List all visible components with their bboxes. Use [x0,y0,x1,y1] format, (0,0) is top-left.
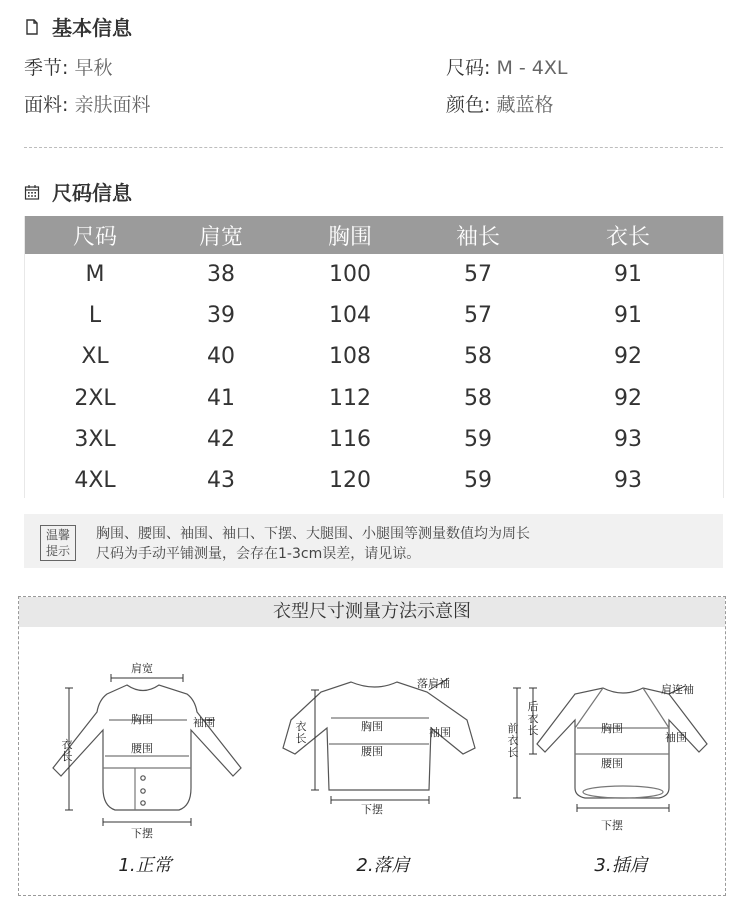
d3-sleeve-label: 袖围 [665,731,687,744]
size-range-value: M - 4XL [496,57,568,79]
table-cell: 100 [329,262,371,288]
header-sleeve: 袖长 [424,216,532,254]
fabric-label: 面料: [24,94,69,116]
d1-chest-label: 胸围 [131,713,153,726]
raglan-diagram [513,686,707,812]
d3-hem-label: 下摆 [601,819,623,832]
tip-badge-line1: 温馨 [45,528,70,542]
measurement-guide [18,596,726,896]
tip-badge [40,525,76,561]
basic-info-header [24,12,132,41]
tip-text [96,524,530,564]
table-cell: 108 [329,344,371,370]
table-row [24,254,724,295]
tip-badge-line2: 提示 [45,544,70,558]
table-cell: 3XL [74,426,116,452]
season-field [24,53,112,80]
size-range-label: 尺码: [446,57,491,79]
table-cell: 104 [329,303,371,329]
tip-box [24,514,723,568]
d2-sleeve-label: 袖围 [429,726,451,739]
table-cell: L [88,303,102,329]
season-value: 早秋 [74,57,113,79]
table-row [24,336,724,377]
table-cell: 41 [207,385,235,411]
season-label: 季节: [24,57,69,79]
table-row [24,295,724,336]
header-size: 尺码 [24,216,166,254]
calendar-grid-icon [24,184,40,200]
table-cell: 40 [207,344,235,370]
size-table [24,216,724,501]
d2-length-label: 衣长 [295,720,307,745]
table-cell: 4XL [74,468,116,494]
d2-caption: 2.落肩 [356,855,410,876]
tip-line-1: 胸围、腰围、袖围、袖口、下摆、大腿围、小腿围等测量数值均为周长 [96,526,530,542]
size-table-header-row [24,216,724,254]
table-cell: 91 [614,262,642,288]
table-cell: 92 [614,344,642,370]
table-cell: 112 [329,385,371,411]
table-cell: 59 [464,426,492,452]
d1-shoulder-label: 肩宽 [131,662,153,675]
d3-waist-label: 腰围 [601,757,623,770]
table-cell: 57 [464,303,492,329]
header-shoulder: 肩宽 [166,216,276,254]
size-info-title: 尺码信息 [52,181,132,205]
d1-waist-label: 腰围 [131,742,153,755]
table-cell: 43 [207,468,235,494]
table-cell: 116 [329,426,371,452]
table-cell: 58 [464,385,492,411]
table-row [24,378,724,419]
size-info-header [24,177,132,206]
table-cell: M [85,262,105,288]
table-cell: 93 [614,468,642,494]
basic-info-title: 基本信息 [52,16,132,40]
d2-chest-label: 胸围 [361,720,383,733]
drop-shoulder-diagram [283,678,475,804]
measurement-guide-title: 衣型尺寸测量方法示意图 [19,597,725,627]
d1-hem-label: 下摆 [131,827,153,840]
color-value: 藏蓝格 [496,94,554,116]
table-cell: 2XL [74,385,116,411]
header-length: 衣长 [532,216,724,254]
color-label: 颜色: [446,94,491,116]
table-cell: 57 [464,262,492,288]
d1-sleeve-label: 袖围 [193,716,215,729]
section-divider [24,147,723,148]
d3-front-length-label: 前衣长 [507,722,519,759]
d1-length-label: 衣长 [61,738,73,763]
d2-drop-label: 落肩袖 [417,677,450,690]
d2-waist-label: 腰围 [361,745,383,758]
table-cell: 42 [207,426,235,452]
fabric-field [24,90,150,117]
header-chest: 胸围 [276,216,424,254]
tip-line-2: 尺码为手动平铺测量，会存在1-3cm误差，请见谅。 [96,546,421,562]
table-row [24,460,724,501]
d3-chest-label: 胸围 [601,722,623,735]
table-cell: 38 [207,262,235,288]
table-cell: 92 [614,385,642,411]
table-cell: 91 [614,303,642,329]
table-cell: 93 [614,426,642,452]
d3-raglan-label: 肩连袖 [661,683,694,696]
d3-caption: 3.插肩 [594,855,648,876]
fabric-value: 亲肤面料 [74,94,151,116]
d2-hem-label: 下摆 [361,803,383,816]
table-cell: 39 [207,303,235,329]
document-icon [24,19,40,35]
size-range-field [446,53,567,80]
d1-caption: 1.正常 [118,855,172,876]
table-cell: 59 [464,468,492,494]
color-field [446,90,553,117]
table-cell: 58 [464,344,492,370]
d3-back-length-label: 后衣长 [527,700,539,737]
table-cell: 120 [329,468,371,494]
table-row [24,419,724,460]
table-cell: XL [81,344,109,370]
